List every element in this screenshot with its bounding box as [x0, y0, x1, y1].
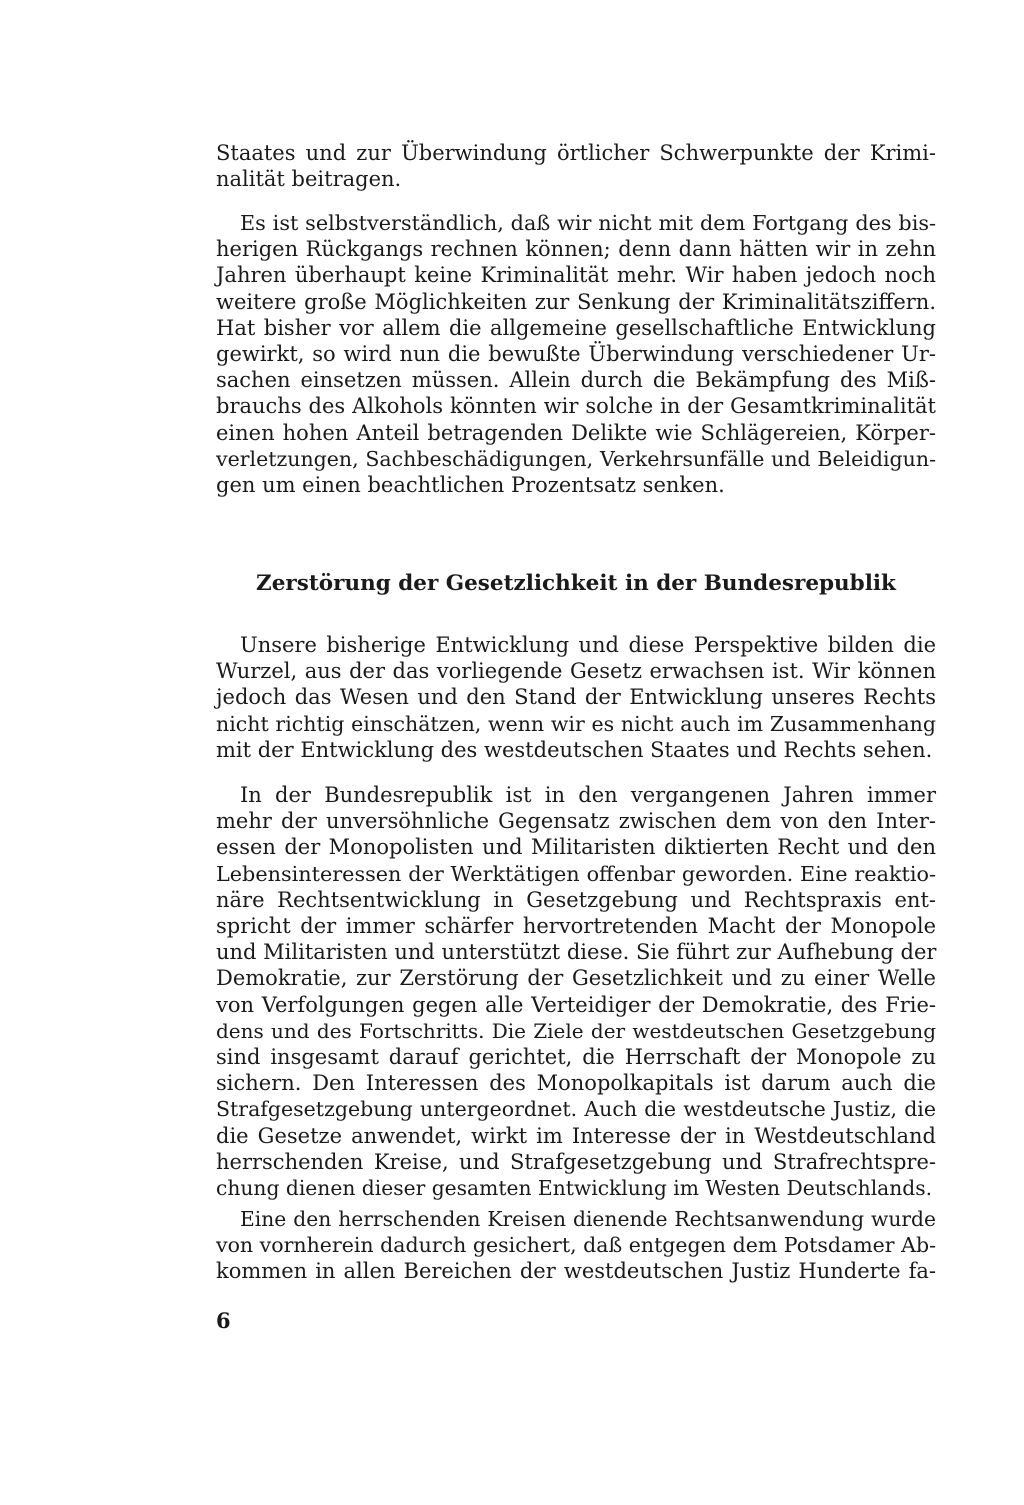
- text-line: Hat bisher vor allem die allgemeine gesellschaftliche Entwicklung: [216, 315, 936, 340]
- text-line: herrschenden Kreise, und Strafgesetzgebung und Strafrechtspre-: [216, 1149, 936, 1174]
- text-line: Lebensinteressen der Werktätigen offenbar geworden. Eine reaktio-: [216, 861, 936, 886]
- text-line: von Verfolgungen gegen alle Verteidiger der Demokratie, des Frie-: [216, 992, 936, 1017]
- paragraph-crime-outlook: [216, 210, 936, 498]
- text-line: chung dienen dieser gesamten Entwicklung im Westen Deutschlands.: [216, 1176, 933, 1201]
- text-line: sind insgesamt darauf gerichtet, die Herrschaft der Monopole zu: [216, 1045, 936, 1070]
- section-heading: Zerstörung der Gesetzlichkeit in der Bundesrepublik: [256, 571, 896, 596]
- paragraph-continuation: [216, 140, 936, 192]
- text-line: In der Bundesrepublik ist in den vergangenen Jahren immer: [240, 783, 936, 807]
- text-line: Demokratie, zur Zerstörung der Gesetzlichkeit und zu einer Welle: [216, 966, 936, 991]
- text-line: verletzungen, Sachbeschädigungen, Verkehrsunfälle und Beleidigun-: [216, 446, 936, 471]
- text-line: nicht richtig einschätzen, wenn wir es nicht auch im Zusammenhang: [216, 711, 936, 736]
- text-line: Es ist selbstverständlich, daß wir nicht mit dem Fortgang des bis-: [240, 211, 936, 235]
- text-line: die Gesetze anwendet, wirkt im Interesse der in Westdeutschland: [216, 1123, 936, 1148]
- text-line: essen der Monopolisten und Militaristen diktierten Recht und den: [216, 835, 936, 860]
- paragraph-development: [216, 632, 936, 763]
- text-line: näre Rechtsentwicklung in Gesetzgebung und Rechtspraxis ent-: [216, 887, 936, 912]
- text-line: und Militaristen und unterstützt diese. Sie führt zur Aufhebung der: [216, 940, 937, 965]
- text-line: Staates und zur Überwindung örtlicher Schwerpunkte der Krimi-: [216, 141, 936, 165]
- text-line: von vornherein dadurch gesichert, daß entgegen dem Potsdamer Ab-: [216, 1233, 936, 1258]
- text-line: weitere große Möglichkeiten zur Senkung der Kriminalitätsziffern.: [216, 289, 936, 314]
- text-line: jedoch das Wesen und den Stand der Entwicklung unseres Rechts: [216, 685, 936, 710]
- text-line: einen hohen Anteil betragenden Delikte wie Schlägereien, Körper-: [216, 420, 936, 445]
- text-line: gewirkt, so wird nun die bewußte Überwindung verschiedener Ur-: [216, 342, 936, 367]
- page-number: 6: [216, 1308, 231, 1333]
- paragraph-potsdam: [216, 1206, 936, 1285]
- text-line: Eine den herrschenden Kreisen dienende Rechtsanwendung wurde: [240, 1207, 936, 1231]
- paragraph-bundesrepublik: [216, 782, 936, 1201]
- text-line: gen um einen beachtlichen Prozentsatz senken.: [216, 473, 725, 498]
- text-line: Strafgesetzgebung untergeordnet. Auch die westdeutsche Justiz, die: [216, 1097, 936, 1122]
- text-line: Jahren überhaupt keine Kriminalität mehr. Wir haben jedoch noch: [216, 263, 936, 288]
- text-line: herigen Rückgangs rechnen können; denn dann hätten wir in zehn: [216, 237, 936, 262]
- text-line: dens und des Fortschritts. Die Ziele der westdeutschen Gesetzgebung: [216, 1018, 936, 1043]
- text-line: Wurzel, aus der das vorliegende Gesetz erwachsen ist. Wir können: [216, 659, 936, 684]
- text-line: mit der Entwicklung des westdeutschen Staates und Rechts sehen.: [216, 737, 933, 762]
- text-line: Unsere bisherige Entwicklung und diese Perspektive bilden die: [240, 633, 936, 657]
- text-line: spricht der immer schärfer hervortretenden Macht der Monopole: [216, 914, 936, 939]
- text-line: nalität beitragen.: [216, 167, 402, 192]
- text-line: mehr der unversöhnliche Gegensatz zwischen dem von den Inter-: [216, 809, 936, 834]
- text-line: kommen in allen Bereichen der westdeutschen Justiz Hunderte fa-: [216, 1259, 936, 1284]
- text-line: brauchs des Alkohols könnten wir solche in der Gesamtkriminalität: [216, 394, 936, 419]
- text-line: sachen einsetzen müssen. Allein durch die Bekämpfung des Miß-: [216, 368, 936, 393]
- text-line: sichern. Den Interessen des Monopolkapitals ist darum auch die: [216, 1071, 936, 1096]
